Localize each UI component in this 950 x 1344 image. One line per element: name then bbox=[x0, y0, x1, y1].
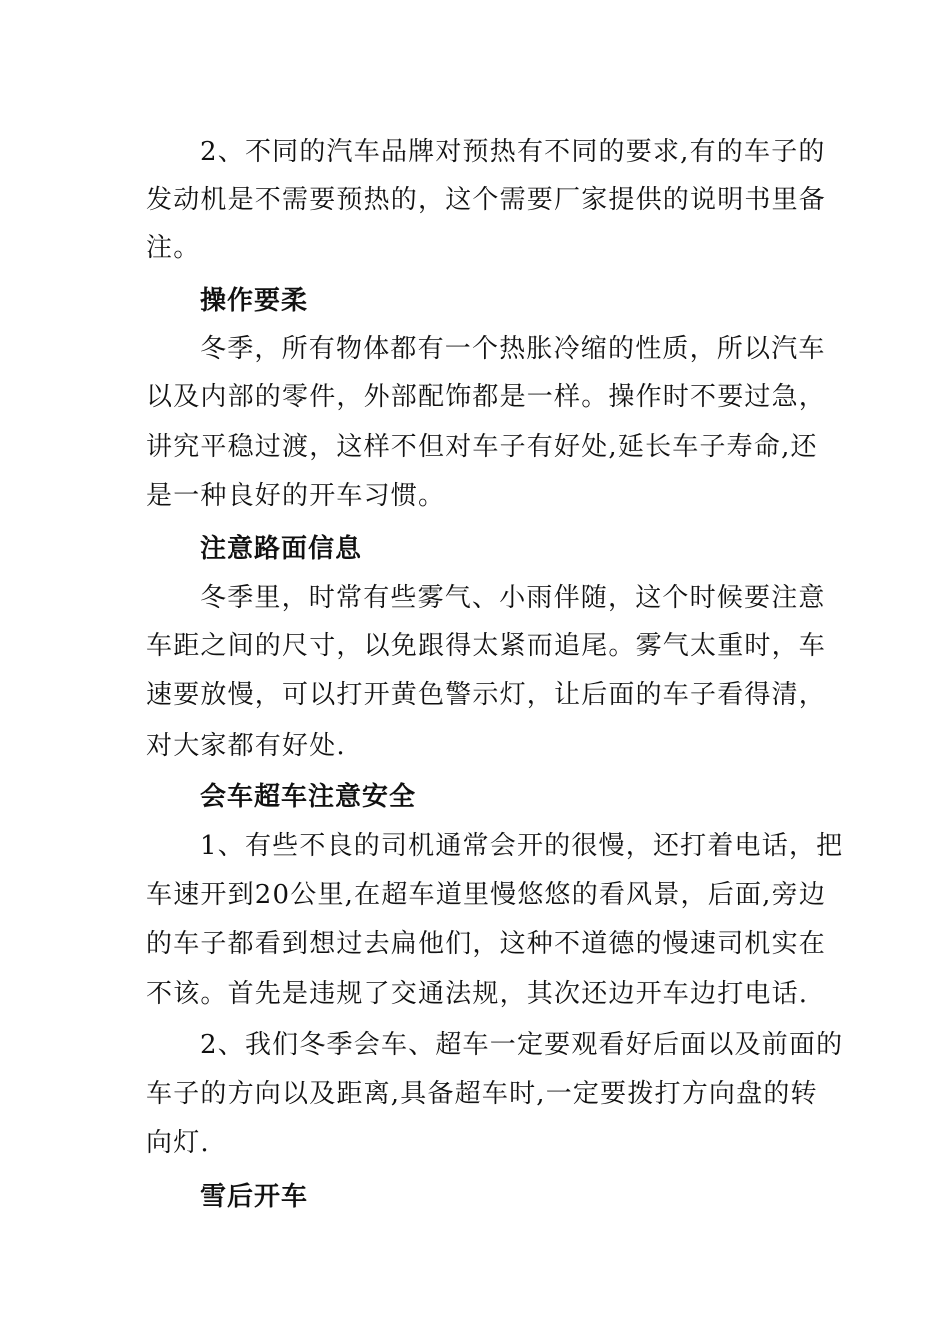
section-heading-operation: 操作要柔 bbox=[200, 286, 309, 316]
paragraph-road-info-line-2: 车距之间的尺寸，以免跟得太紧而追尾。雾气太重时，车 bbox=[146, 631, 827, 661]
paragraph-overtaking-2-line-2: 车子的方向以及距离,具备超车时,一定要拨打方向盘的转 bbox=[146, 1079, 818, 1109]
paragraph-preheat-line-2: 发动机是不需要预热的，这个需要厂家提供的说明书里备 bbox=[146, 185, 827, 215]
paragraph-overtaking-2-line-3: 向灯. bbox=[146, 1128, 210, 1158]
paragraph-road-info-line-1: 冬季里，时常有些雾气、小雨伴随，这个时候要注意 bbox=[200, 583, 826, 613]
paragraph-road-info-line-3: 速要放慢，可以打开黄色警示灯，让后面的车子看得清， bbox=[146, 680, 827, 710]
paragraph-operation-line-3: 讲究平稳过渡，这样不但对车子有好处,延长车子寿命,还 bbox=[146, 432, 818, 462]
paragraph-road-info-line-4: 对大家都有好处. bbox=[146, 731, 346, 761]
section-heading-after-snow: 雪后开车 bbox=[200, 1182, 309, 1212]
paragraph-overtaking-1-line-4: 不该。首先是违规了交通法规，其次还边开车边打电话. bbox=[146, 979, 809, 1009]
paragraph-operation-line-4: 是一种良好的开车习惯。 bbox=[146, 481, 446, 511]
section-heading-overtaking: 会车超车注意安全 bbox=[200, 782, 417, 812]
paragraph-overtaking-1-line-3: 的车子都看到想过去扁他们，这种不道德的慢速司机实在 bbox=[146, 929, 827, 959]
paragraph-overtaking-1-line-2: 车速开到20公里,在超车道里慢悠悠的看风景，后面,旁边 bbox=[146, 880, 827, 910]
paragraph-operation-line-1: 冬季，所有物体都有一个热胀冷缩的性质，所以汽车 bbox=[200, 334, 826, 364]
paragraph-overtaking-1-line-1: 1、有些不良的司机通常会开的很慢，还打着电话，把 bbox=[200, 831, 844, 861]
paragraph-preheat-line-3: 注。 bbox=[146, 233, 201, 263]
paragraph-preheat-line-1: 2、不同的汽车品牌对预热有不同的要求,有的车子的 bbox=[200, 137, 826, 167]
section-heading-road-info: 注意路面信息 bbox=[200, 534, 363, 564]
paragraph-overtaking-2-line-1: 2、我们冬季会车、超车一定要观看好后面以及前面的 bbox=[200, 1030, 844, 1060]
paragraph-operation-line-2: 以及内部的零件，外部配饰都是一样。操作时不要过急， bbox=[146, 382, 827, 412]
